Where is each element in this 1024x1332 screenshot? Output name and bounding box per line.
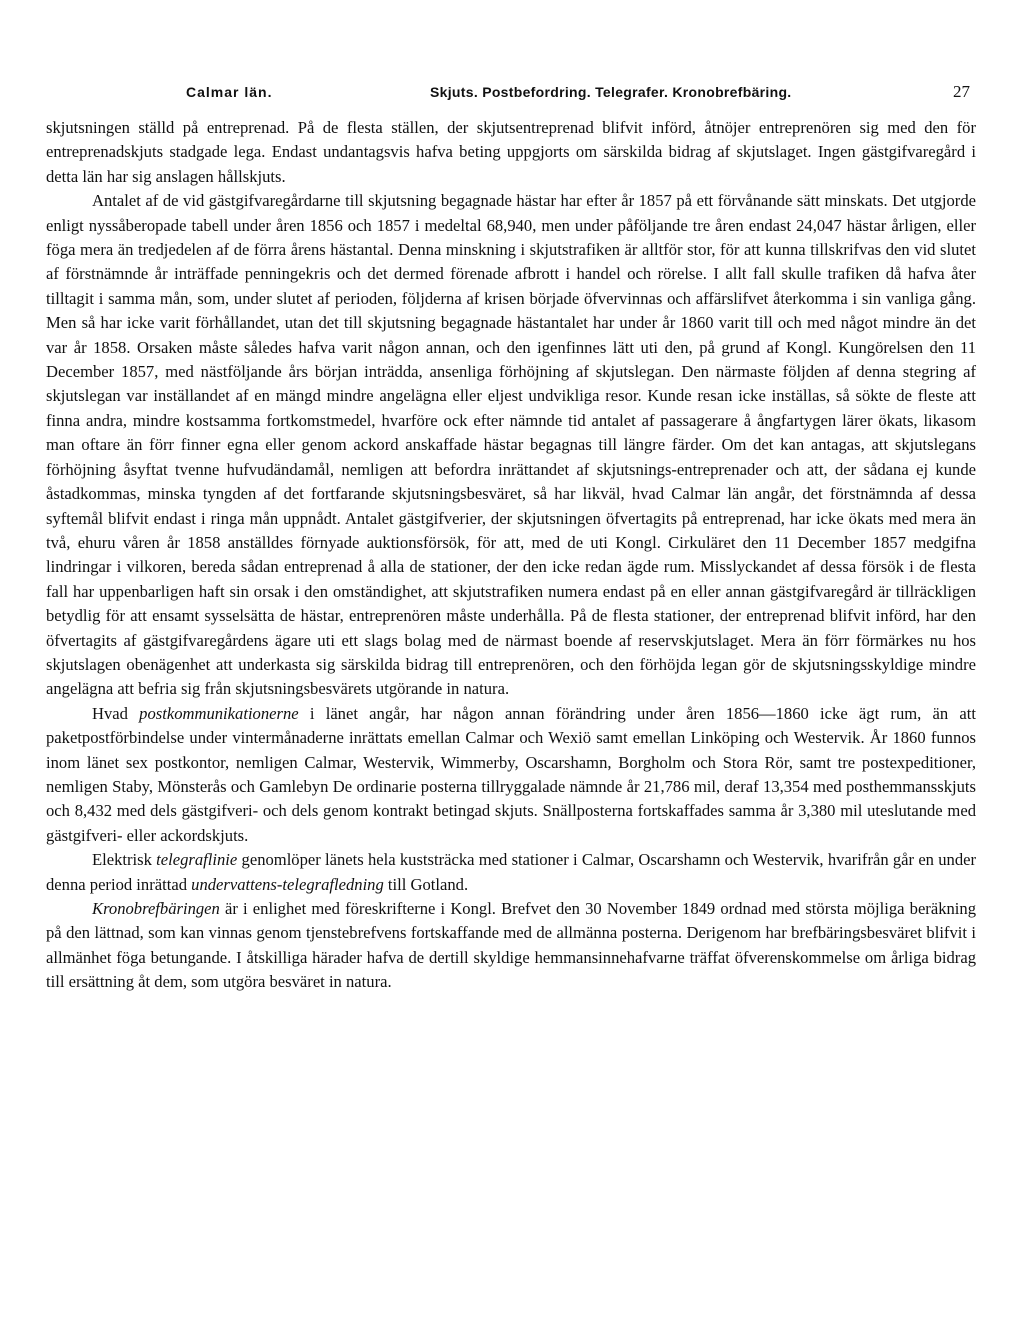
header-county: Calmar län. <box>186 84 273 100</box>
body-text <box>46 116 976 995</box>
paragraph-text: Antalet af de vid gästgifvaregårdarne till skjutsning begagnade hästar har efter år 1857 på ett förvånande sätt minskats. Det utgjorde enligt nyssåberopade tabell under åren 1856 och 1857 i medeltal 68,940, men under påföljande tre åren endast 24,047 hästar årligen, eller föga mera än tredjedelen af de förra årens hästantal. Denna minskning i skjutstrafiken är alltför stor, för att kunna tillskrifvas den vid slutet af förstnämnde år inträffade penningekris och det dermed förenade afbrott i handel och rörelse. I allt fall skulle trafiken då hafva åter tilltagit i samma mån, som, under slutet af perioden, följderna af krisen började öfvervinnas och affärslifvet återkomma i sin vanliga gång. Men så har icke varit förhållandet, utan det till skjutsning begagnade hästantalet har under år 1860 varit till och med något mindre än det var år 1858. Orsaken måste således hafva varit någon annan, och den igenfinnes lätt uti den, på grund af Kongl. Kungörelsen den 11 December 1857, med nästföljande års början inträdda, ansenliga förhöjning af skjutslegan. Den närmaste följden af denna stegring af skjutslegan var inställandet af en mängd mindre angelägna eller eljest undvikliga resor. Kunde resan icke inställas, så sökte de fleste att finna andra, mindre kostsamma fortkomstmedel, hvarföre ock efter nämnde tid antalet af passagerare å ångfartygen lärer ökats, likasom man oftare än förr finner egna eller genom ackord anskaffade hästar begagnas till längre färder. Om det kan antagas, att skjutslegans förhöjning åsyftat tvenne hufvudändamål, nemligen att befordra inrättandet af skjutsnings-entreprenader och att, der sådana ej kunde åstadkommas, minska tyngden af det fortfarande skjutsningsbesväret, så har likväl, hvad Calmar län angår, det förstnämnda af dessa syftemål blifvit endast i ringa mån uppnådt. Antalet gästgifverier, der skjutsningen öfvertagits på entreprenad, har icke ökats med mera än två, ehuru våren år 1858 anställdes förnyade auktionsförsök, för att, med de uti Kongl. Cirkuläret den 11 December 1857 medgifna lindringar i vilkoren, bereda sådan entreprenad å alla de stationer, der den icke redan ägde rum. Misslyckandet af dessa försök i de flesta fall har uppenbarligen haft sin orsak i den omständighet, att skjutstrafiken numera endast på en eller annan gästgifvaregård är tillräckligen betydlig för att ensamt sysselsätta de hästar, entreprenören måste underhålla. På de flesta stationer, der entreprenad blifvit införd, har den öfvertagits af gästgifvaregårdens ägare uti ett slags bolag med de närmast boende af reservskjutslaget. Mera än förr förmärkes nu hos skjutslagen obenägenhet att underkasta sig särskilda bidrag till entreprenören, och den förhöjda legan gör de skjutsningsskyldige mindre angelägna att befria sig från skjutsningsbesvärets utgörande in natura. <box>46 191 976 699</box>
paragraph-text: skjutsningen ställd på entreprenad. På de flesta ställen, der skjutsentreprenad blifvit införd, åtnöjer entreprenören sig med den för entreprenadskjuts stadgade lega. Endast undantagsvis hafva beting uppgjorts om särskilda bidrag af skjutslaget. Ingen gästgifvaregård i detta län har sig anslagen hållskjuts. <box>46 118 976 186</box>
paragraph-text: till Gotland. <box>383 874 469 894</box>
page-number: 27 <box>953 82 970 101</box>
paragraph-skjuts <box>46 189 976 702</box>
paragraph-kronobref <box>46 897 976 995</box>
paragraph-post <box>46 702 976 848</box>
paragraph-text: är i enlighet med föreskrifterne i Kongl. Brefvet den 30 November 1849 ordnad med största möjliga beräkning på den lättnad, som kan vinnas genom tjenstebrefvens fortskaffande med de allmänna posterna. Derigenom har brefbäringsbesväret blifvit i allmänhet föga betungande. I åtskilliga härader hafva de dertill skyldige hemmansinnehafvarne träffat öfverenskommelse om årliga bidrag till ersättning åt dem, som utgöra besväret in natura. <box>46 899 976 992</box>
emphasis-term: Kronobrefbäringen <box>92 899 220 918</box>
paragraph-text: i länet angår, har någon annan förändring under åren 1856—1860 icke ägt rum, än att paketpostförbindelse under vintermånaderne inrättats emellan Calmar och Wexiö samt emellan Linköping och Westervik. År 1860 funnos inom länet sex postkontor, nemligen Calmar, Westervik, Wimmerby, Oscarshamn, Borgholm och Stora Rör, samt tre postexpeditioner, nemligen Staby, Mönsterås och Gamlebyn De ordinarie posterna tillryggalade nämnde år 21,786 mil, deraf 13,354 med posthemmansskjuts och 8,432 med dels gästgifveri- och dels genom kontrakt betingad skjuts. Snällposterna fortskaffades samma år 3,380 mil uteslutande med gästgifveri- eller ackordskjuts. <box>46 703 976 845</box>
paragraph-text: Elektrisk <box>92 850 157 870</box>
paragraph-telegraph <box>46 848 976 897</box>
paragraph-text: Hvad <box>92 703 140 723</box>
emphasis-term: undervattens-telegrafledning <box>191 874 384 894</box>
running-header <box>46 80 976 110</box>
header-topics: Skjuts. Postbefordring. Telegrafer. Kronobrefbäring. <box>430 84 792 100</box>
paragraph-continuation <box>46 116 976 189</box>
emphasis-term: telegraflinie <box>156 850 238 870</box>
paragraph-text: genomlöper länets hela kuststräcka med stationer i Calmar, Oscarshamn och Westervik, hvarifrån går en under denna period inrättad <box>46 850 977 894</box>
emphasis-term: postkommunikationerne <box>139 703 299 723</box>
